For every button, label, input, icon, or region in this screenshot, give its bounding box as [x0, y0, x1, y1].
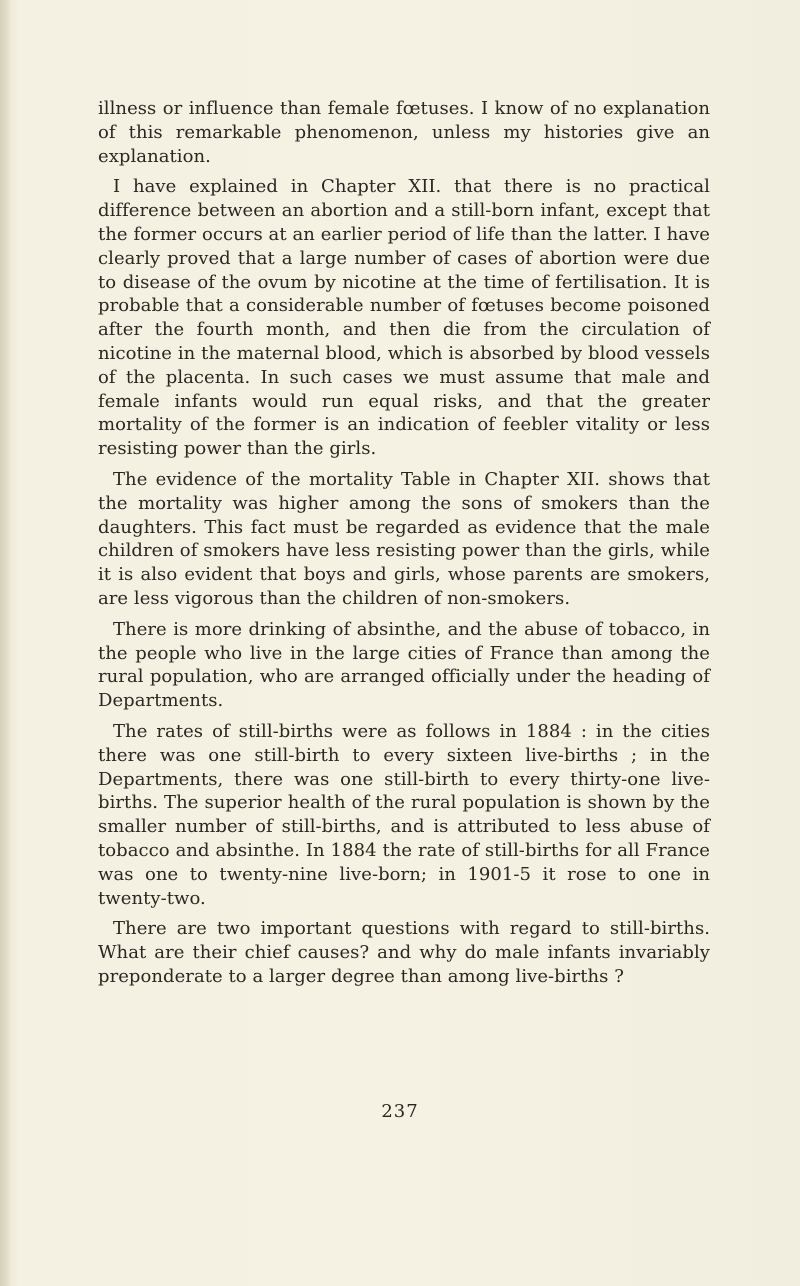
paragraph-abortion-stillbirth: I have explained in Chapter XII. that there is no practical difference between an abortion and a still-born infant, except that the former occurs at an earlier period of life than the latter. I have clearly proved that a large number of cases of abortion were due to disease of the ovum by nicotine at the time of fertilisation. It is probable that a considerable number of fœtuses become poisoned after the fourth month, and then die from the circulation of nicotine in the maternal blood, which is absorbed by blood vessels of the placenta. In such cases we must assume that male and female infants would run equal risks, and that the greater mortality of the former is an indication of feebler vitality or less resisting power than the girls.	[98, 176, 710, 460]
page-number: 237	[381, 1101, 419, 1122]
paragraph-continuation: illness or influence than female fœtuses. I know of no explanation of this remarkable phenomenon, unless my histories give an explanation.	[98, 98, 710, 167]
paragraph-stillbirth-rates: The rates of still-births were as follows in 1884 : in the cities there was one still-birth to every sixteen live-births ; in the Departments, there was one still-birth to every thirty-one live-births. The superior health of the rural population is shown by the smaller number of still-births, and is attributed to less abuse of tobacco and absinthe. In 1884 the rate of still-births for all France was one to twenty-nine live-born; in 1901-5 it rose to one in twenty-two.	[98, 720, 710, 909]
paragraph-absinthe-cities: There is more drinking of absinthe, and the abuse of tobacco, in the people who live in the large cities of France than among the rural population, who are arranged officially under the heading of Departments.	[98, 618, 710, 712]
body-text	[98, 97, 710, 996]
paragraph-questions: There are two important questions with regard to still-births. What are their chief causes? and why do male infants invariably preponderate to a larger degree than among live-births ?	[98, 918, 710, 987]
paragraph-mortality-table: The evidence of the mortality Table in Chapter XII. shows that the mortality was higher among the sons of smokers than the daughters. This fact must be regarded as evidence that the male children of smokers have less resisting power than the girls, while it is also evident that boys and girls, whose parents are smokers, are less vigorous than the children of non-smokers.	[98, 468, 710, 609]
binding-shadow	[0, 0, 10, 1286]
